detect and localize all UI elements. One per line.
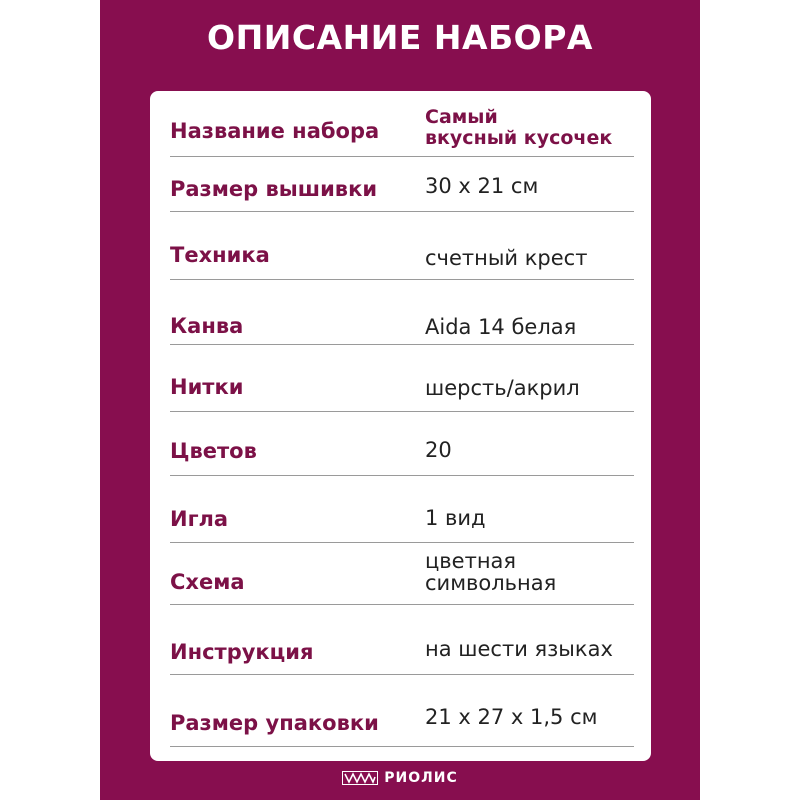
table-row: [170, 105, 634, 157]
table-row: [170, 345, 634, 412]
table-row: [170, 280, 634, 345]
table-row: [170, 605, 634, 675]
row-label: Нитки: [170, 375, 244, 399]
row-value-line2: символьная: [425, 571, 557, 595]
table-row: [170, 212, 634, 280]
description-card: [150, 91, 651, 761]
row-label: Название набора: [170, 119, 380, 143]
row-value-line2: вкусный кусочек: [425, 127, 613, 149]
row-value: 20: [425, 438, 452, 462]
row-value: 1 вид: [425, 506, 486, 530]
row-label: Размер вышивки: [170, 177, 378, 201]
row-value: 30 х 21 см: [425, 174, 539, 198]
footer: [100, 766, 700, 790]
row-divider: [170, 746, 634, 747]
row-value: 21 х 27 х 1,5 см: [425, 705, 598, 729]
riolis-logo-icon: [342, 771, 378, 785]
row-value-line1: цветная: [425, 549, 517, 573]
row-label: Цветов: [170, 439, 257, 463]
brand-name: РИОЛИС: [384, 770, 458, 786]
row-label: Инструкция: [170, 640, 314, 664]
row-label: Размер упаковки: [170, 711, 379, 735]
row-value: счетный крест: [425, 246, 588, 270]
table-row: [170, 675, 634, 747]
row-label: Игла: [170, 507, 229, 531]
row-label: Техника: [170, 243, 270, 267]
row-label: Схема: [170, 570, 245, 594]
table-row: [170, 412, 634, 476]
row-value: шерсть/акрил: [425, 376, 580, 400]
row-value-line1: Самый: [425, 106, 498, 128]
row-value: на шести языках: [425, 637, 613, 661]
table-row: [170, 476, 634, 543]
description-panel: [100, 0, 700, 800]
table-row: [170, 543, 634, 605]
row-value: Aida 14 белая: [425, 315, 577, 339]
page-title: ОПИСАНИЕ НАБОРА: [207, 18, 593, 57]
table-row: [170, 157, 634, 212]
row-label: Канва: [170, 314, 244, 338]
